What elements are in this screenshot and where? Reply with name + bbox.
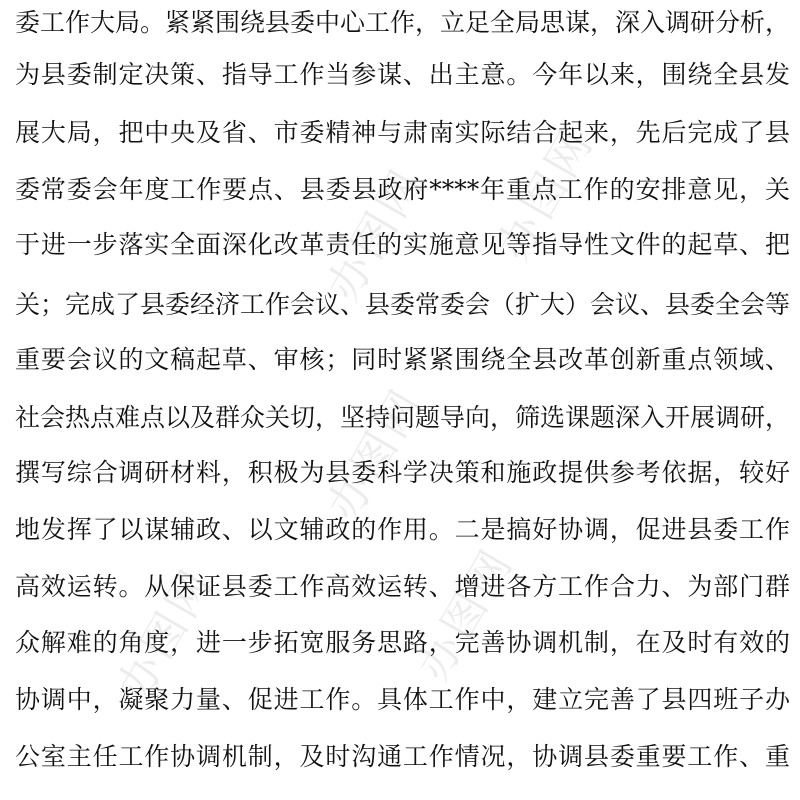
text-line: 社会热点难点以及群众关切，坚持问题导向，筛选课题深入开展调研， xyxy=(15,403,791,432)
text-line: 公室主任工作协调机制，及时沟通工作情况，协调县委重要工作、重 xyxy=(15,742,790,771)
text-line: 委工作大局。紧紧围绕县委中心工作，立足全局思谋，深入调研分析， xyxy=(15,8,791,37)
text-line: 高效运转。从保证县委工作高效运转、增进各方工作合力、为部门群 xyxy=(15,572,790,601)
text-line: 展大局，把中央及省、市委精神与肃南实际结合起来，先后完成了县 xyxy=(15,118,790,147)
watermark: 办图网 xyxy=(107,559,224,710)
text-line: 协调中，凝聚力量、促进工作。具体工作中，建立完善了县四班子办 xyxy=(15,685,790,714)
text-line: 于进一步落实全面深化改革责任的实施意见等指导性文件的起草、把 xyxy=(15,230,790,259)
text-line: 地发挥了以谋辅政、以文辅政的作用。二是搞好协调，促进县委工作 xyxy=(15,515,790,544)
watermark: 办图网 xyxy=(317,379,434,530)
text-line: 关；完成了县委经济工作会议、县委常委会（扩大）会议、县委全会等 xyxy=(15,290,791,319)
watermark: 办图网 xyxy=(407,539,524,690)
text-line: 撰写综合调研材料，积极为县委科学决策和施政提供参考依据，较好 xyxy=(15,458,790,487)
text-line: 重要会议的文稿起草、审核；同时紧紧围绕全县改革创新重点领域、 xyxy=(15,345,790,374)
watermark: 办图网 xyxy=(487,119,604,270)
watermark: 办图网 xyxy=(317,159,434,310)
text-line: 委常委会年度工作要点、县委县政府****年重点工作的安排意见，关 xyxy=(15,175,790,204)
text-line: 为县委制定决策、指导工作当参谋、出主意。今年以来，围绕全县发 xyxy=(15,60,790,89)
text-line: 众解难的角度，进一步拓宽服务思路，完善协调机制，在及时有效的 xyxy=(15,628,790,657)
